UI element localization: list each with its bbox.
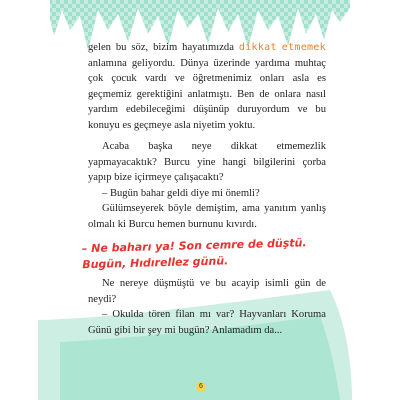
paragraph: – Bugün bahar geldi diye mi önemli? <box>102 187 260 199</box>
text-span: gelen bu söz, bizim hayatımızda <box>88 42 239 53</box>
paragraph: Ne nereye düşmüştü ve bu acayip isimli gün de neydi? <box>88 278 326 305</box>
handwritten-line: – Ne baharı ya! Son cemre de düştü. <box>81 236 307 256</box>
highlighted-word: etmemek <box>281 42 326 53</box>
body-text <box>81 40 326 338</box>
paragraph <box>88 40 326 133</box>
handwritten-quote <box>82 235 327 273</box>
paragraph: Gülümseyerek böyle demiştim, ama yanıtım yanlış olmalı ki Burcu hemen burnunu kıvırdı. <box>88 203 326 230</box>
paragraph: – Okulda tören filan mı var? Hayvanları Koruma Günü gibi bir şey mi bugün? Anlamadım da... <box>88 309 326 336</box>
highlighted-word: dikkat <box>238 42 277 53</box>
text-span: anlamına geliyordu. Dünya üzerinde yardıma muhtaç çok çocuk vardı ve öğretmenimiz onları asla es geçmemiz gerektiğini anlatmıştı. Ben de onlara nasıl yardım edebileceğimi düşünüp duruyordum ve bu konuyu es geçmeye asla niyetim yoktu. <box>88 57 326 131</box>
handwritten-line: Bugün, Hıdırellez günü. <box>82 254 229 272</box>
paragraph: Acaba başka neye dikkat etmemezlik yapmayacaktık? Burcu yine hangi bilgilerini çorba yapıp bize içirmeye çalışacaktı? <box>88 141 326 183</box>
page-number: 6 <box>196 382 206 392</box>
